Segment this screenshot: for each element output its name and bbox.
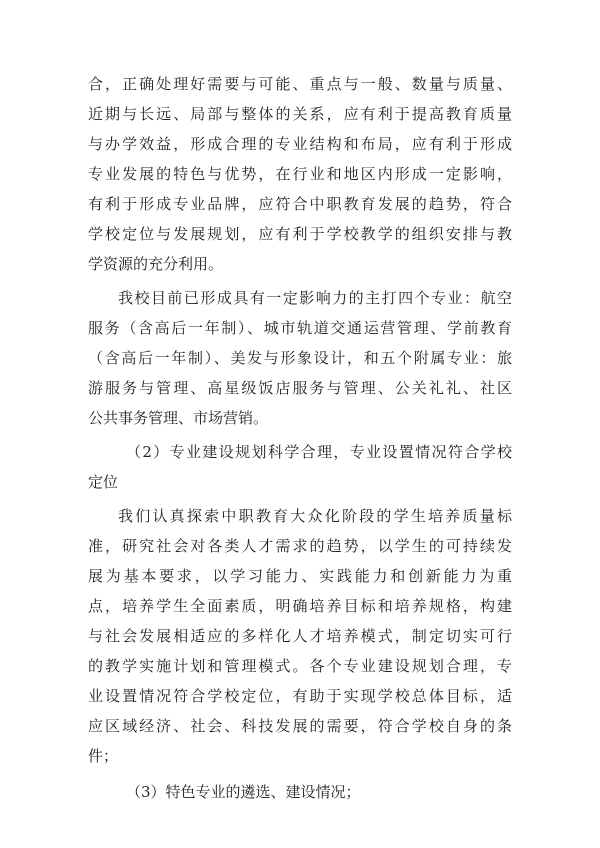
text-line: 专业发展的特色与优势，在行业和地区内形成一定影响， <box>88 165 512 183</box>
paragraph-intro-continuation <box>88 69 512 279</box>
paragraph-training <box>88 501 512 771</box>
text-line: 业设置情况符合学校定位，有助于实现学校总体目标，适 <box>88 687 512 705</box>
text-line: 与社会发展相适应的多样化人才培养模式，制定切实可行 <box>88 627 512 645</box>
text-line: 游服务与管理、高星级饭店服务与管理、公关礼礼、社区 <box>88 379 512 397</box>
text-line: 公共事务管理、市场营销。 <box>88 409 269 427</box>
text-line: 学资源的充分利用。 <box>88 255 224 273</box>
text-line: 近期与长远、局部与整体的关系，应有利于提高教育质量 <box>88 105 512 123</box>
heading-line: （2）专业建设规划科学合理，专业设置情况符合学校 <box>126 443 512 461</box>
text-line: 有利于形成专业品牌，应符合中职教育发展的趋势，符合 <box>88 195 512 213</box>
text-line: 学校定位与发展规划，应有利于学校教学的组织安排与教 <box>88 225 512 243</box>
text-line: 件； <box>88 747 119 765</box>
text-line: 我校目前已形成具有一定影响力的主打四个专业：航空 <box>118 289 512 307</box>
document-body <box>88 69 512 807</box>
section-heading-3 <box>88 777 512 807</box>
paragraph-majors <box>88 283 512 433</box>
heading-line: （3）特色专业的遴选、建设情况； <box>126 783 361 801</box>
text-line: 的教学实施计划和管理模式。各个专业建设规划合理，专 <box>88 657 512 675</box>
text-line: 服务（含高后一年制）、城市轨道交通运营管理、学前教育 <box>88 319 512 337</box>
text-line: 应区域经济、社会、科技发展的需要，符合学校自身的条 <box>88 717 512 735</box>
text-line: 点，培养学生全面素质，明确培养目标和培养规格，构建 <box>88 597 512 615</box>
text-line: （含高后一年制）、美发与形象设计，和五个附属专业：旅 <box>88 349 512 367</box>
text-line: 与办学效益，形成合理的专业结构和布局，应有利于形成 <box>88 135 512 153</box>
text-line: 展为基本要求，以学习能力、实践能力和创新能力为重 <box>88 567 512 585</box>
text-line: 合，正确处理好需要与可能、重点与一般、数量与质量、 <box>88 75 512 93</box>
section-heading-2 <box>88 437 512 497</box>
text-line: 准，研究社会对各类人才需求的趋势，以学生的可持续发 <box>88 537 512 555</box>
heading-line: 定位 <box>88 473 119 491</box>
text-line: 我们认真探索中职教育大众化阶段的学生培养质量标 <box>118 507 512 525</box>
